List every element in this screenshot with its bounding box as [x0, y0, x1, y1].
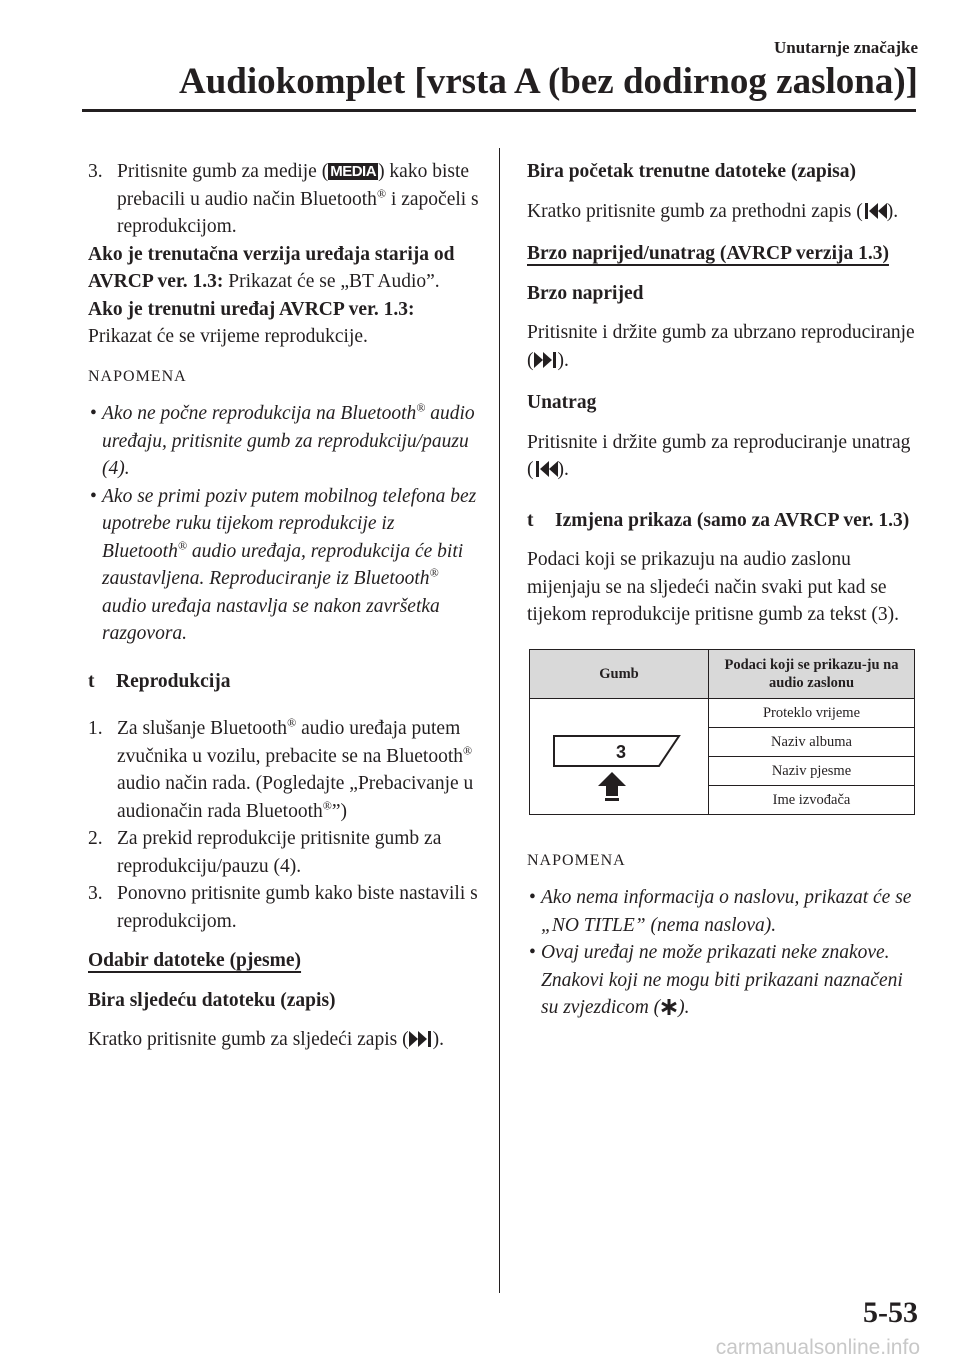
- display-change-text: Podaci koji se prikazuju na audio zaslonu mijenjaju se na sljedeći način svaki put kad se tijekom reprodukcije pritisne gumb za tekst (3).: [527, 549, 900, 625]
- forward-heading: Brzo naprijed: [527, 282, 644, 304]
- select-file-heading: Odabir datoteke (pjesme): [88, 950, 302, 971]
- media-icon: MEDIA: [330, 163, 377, 180]
- previous-track-icon: [863, 201, 887, 229]
- table-header-data: Podaci koji se prikazu-ju na audio zaslonu: [709, 649, 915, 698]
- note-title: NAPOMENA: [88, 367, 187, 385]
- page-number: 5-53: [863, 1296, 918, 1329]
- text-button-icon: [544, 704, 694, 804]
- playback-step-2: 2. Za prekid reprodukcije pritisnite gumb za reprodukciju/pauzu (4).: [88, 828, 442, 877]
- display-change-heading: t Izmjena prikaza (samo za AVRCP ver. 1.3): [527, 507, 917, 535]
- track-start-text: Kratko pritisnite gumb za prethodni zapis ( ).: [527, 198, 917, 229]
- chapter-title: Audiokomplet [vrsta A (bez dodirnog zaslona)]: [178, 61, 918, 102]
- note-item: • Ovaj uređaj ne može prikazati neke znakove. Znakovi koji ne mogu biti prikazani naznačeni su zvjezdicom ( ).: [527, 939, 917, 1025]
- button-illustration: [530, 698, 709, 814]
- display-table: [529, 649, 915, 815]
- section-mark-icon: t: [527, 509, 534, 531]
- reverse-heading: Unatrag: [527, 392, 597, 413]
- watermark: carmanualsonline.info: [715, 1336, 920, 1359]
- left-column: [88, 158, 483, 1057]
- step-3: 3. Pritisnite gumb za medije ( MEDIA ) kako biste prebacili u audio način Bluetooth® i započeli s reprodukcijom.: [88, 161, 479, 237]
- track-start-heading: Bira početak trenutne datoteke (zapisa): [527, 161, 856, 182]
- older-version-note: Ako je trenutačna verzija uređaja starija od AVRCP ver. 1.3: Prikazat će se „BT Audio”.: [88, 243, 455, 292]
- playback-heading: t Reprodukcija: [88, 668, 483, 696]
- fast-forward-icon: [534, 350, 558, 378]
- note-item: • Ako ne počne reprodukcija na Bluetooth® audio uređaju, pritisnite gumb za reprodukciju/pauzu (4).: [90, 400, 475, 479]
- table-header-button: Gumb: [530, 649, 709, 698]
- rewind-icon: [534, 459, 558, 487]
- header-rule: [82, 109, 916, 112]
- forward-text: Pritisnite i držite gumb za ubrzano reproduciranje ( ).: [527, 319, 917, 377]
- table-cell: Naziv albuma: [709, 727, 915, 756]
- next-track-text: Kratko pritisnite gumb za sljedeći zapis ( ).: [88, 1026, 483, 1057]
- note-item: • Ako se primi poziv putem mobilnog telefona bez upotrebe ruku tijekom reprodukcije iz Bluetooth® audio uređaja, reprodukcija će biti zaustavljena. Reproduciranje iz Bluetooth® audio uređaja nastavlja se nakon završetka razgovora.: [90, 485, 477, 644]
- table-cell: Proteklo vrijeme: [709, 698, 915, 727]
- button-number-label: 3: [616, 741, 627, 762]
- next-track-heading: Bira sljedeću datoteku (zapis): [88, 989, 336, 1011]
- fast-forward-heading: Brzo naprijed/unatrag (AVRCP verzija 1.3): [527, 243, 889, 264]
- note-item: • Ako nema informacija o naslovu, prikazat će se „NO TITLE” (nema naslova).: [529, 887, 912, 936]
- reverse-text: Pritisnite i držite gumb za reproduciranje unatrag ( ).: [527, 429, 917, 487]
- current-version-text: Prikazat će se vrijeme reprodukcije.: [88, 326, 368, 347]
- table-cell: Naziv pjesme: [709, 756, 915, 785]
- next-track-icon: [409, 1029, 433, 1057]
- table-cell: Ime izvođača: [709, 785, 915, 814]
- column-divider: [499, 148, 500, 1293]
- section-mark-icon: t: [88, 670, 95, 692]
- section-title: Unutarnje značajke: [773, 38, 918, 57]
- right-column: [527, 158, 917, 1025]
- playback-step-1: 1. Za slušanje Bluetooth® audio uređaja putem zvučnika u vozilu, prebacite se na Bluetooth® audio način rada. (Pogledajte „Prebacivanje u audionačin rada Bluetooth®”): [88, 715, 474, 822]
- current-version-bold: Ako je trenutni uređaj AVRCP ver. 1.3:: [88, 298, 415, 320]
- playback-step-3: 3. Ponovno pritisnite gumb kako biste nastavili s reprodukcijom.: [88, 883, 478, 932]
- note-title: NAPOMENA: [527, 851, 626, 869]
- asterisk-icon: [660, 997, 678, 1025]
